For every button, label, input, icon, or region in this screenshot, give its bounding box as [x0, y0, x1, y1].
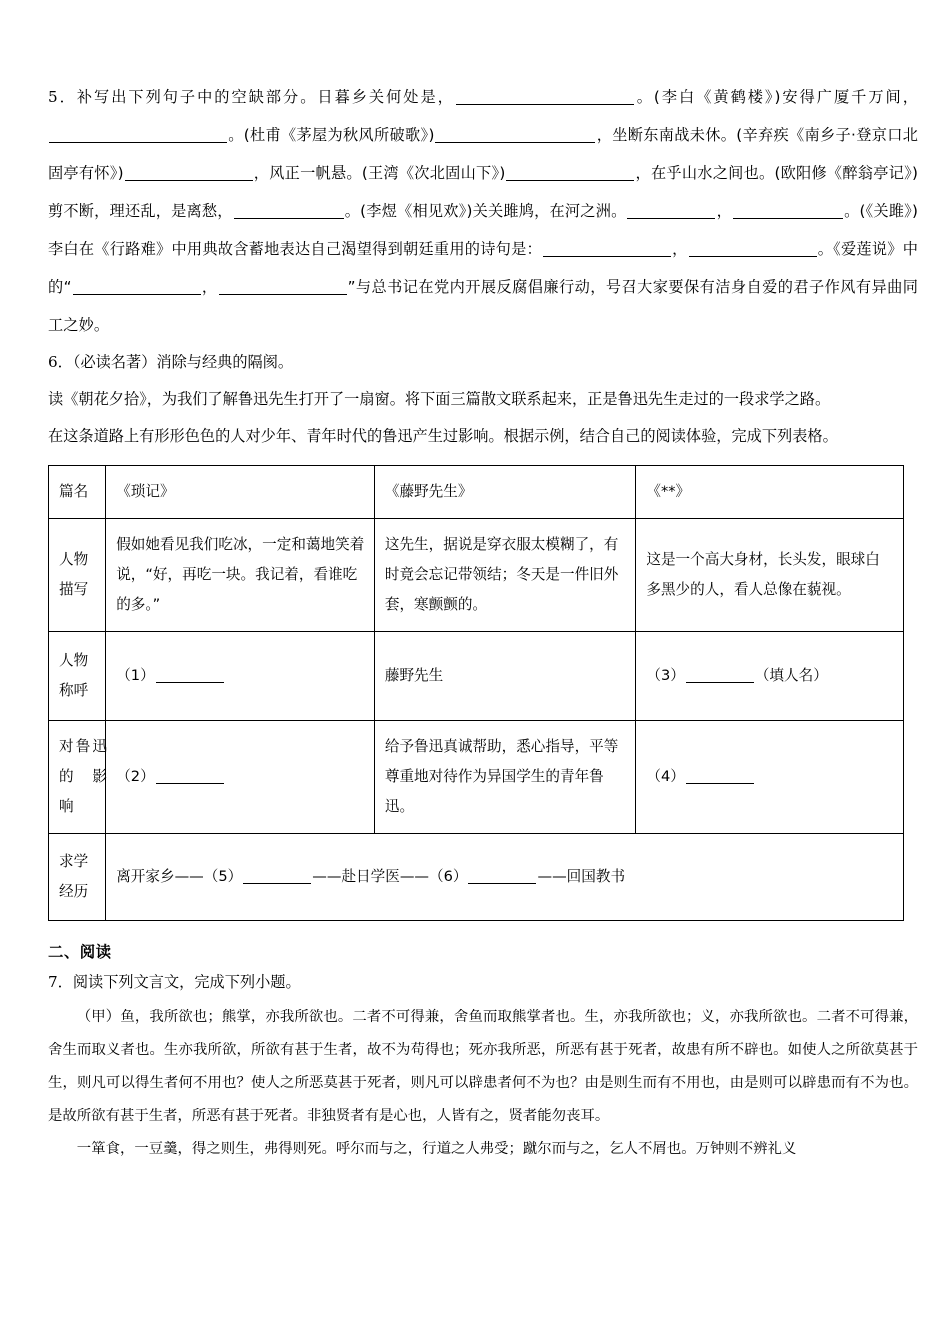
question-6-number: 6． [48, 353, 73, 371]
fill-blank-answer-6[interactable] [468, 870, 536, 884]
row-label-influence [49, 721, 106, 834]
table-row-appellation [49, 632, 904, 721]
fill-blank-answer-1[interactable] [156, 669, 224, 683]
cell-description-c: 这是一个高大身材，长头发，眼球白多黑少的人，看人总像在藐视。 [636, 519, 904, 632]
question-7-title: 阅读下列文言文，完成下列小题。 [72, 973, 301, 991]
cell-appellation-c [636, 632, 904, 721]
question-6-intro-line-2: 在这条道路上有形形色色的人对少年、青年时代的鲁迅产生过影响。根据示例，结合自己的阅读体验，完成下列表格。 [48, 427, 838, 445]
table-header-col-c: 《**》 [636, 466, 904, 519]
reading-analysis-table [48, 465, 904, 921]
fill-blank-3[interactable] [435, 129, 595, 143]
passage-paragraph-2: 一箪食，一豆羹，得之则生，弗得则死。呼尔而与之，行道之人弗受；蹴尔而与之，乞人不屑也。万钟则不辨礼义 [76, 1141, 797, 1157]
table-header-label: 篇名 [49, 466, 106, 519]
fill-blank-4[interactable] [125, 167, 253, 181]
cell-appellation-a [106, 632, 375, 721]
answer-number-4: （4） [646, 768, 685, 785]
fill-blank-8[interactable] [733, 205, 843, 219]
cell-appellation-b: 藤野先生 [374, 632, 636, 721]
question-5-text-3: 。(杜甫《茅屋为秋风所破歌》) [228, 126, 435, 144]
table-header-col-b: 《藤野先生》 [374, 466, 636, 519]
cell-description-a: 假如她看见我们吃冰，一定和蔼地笑着说，“好，再吃一块。我记着，看谁吃的多。” [106, 519, 375, 632]
question-5-text-12: ， [201, 278, 218, 296]
passage-paragraph-1: （甲）鱼，我所欲也；熊掌，亦我所欲也。二者不可得兼，舍鱼而取熊掌者也。生，亦我所欲也；义，亦我所欲也。二者不可得兼，舍生而取义者也。生亦我所欲，所欲有甚于生者，故不为苟得也；死亦我所恶，所恶有甚于死者，故患有所不辟也。如使人之所欲莫甚于生，则凡可以得生者何不用也？使人之所恶莫甚于死者，则凡可以辟患者何不为也？由是则生而有不用也，由是则可以辟患而有不为也。是故所欲有甚于生者，所恶有甚于死者。非独贤者有是心也，人皆有之，贤者能勿丧耳。 [48, 1009, 918, 1124]
question-5-number: 5． [48, 88, 77, 106]
question-5-text-1: 补写出下列句子中的空缺部分。日暮乡关何处是， [76, 88, 455, 106]
fill-blank-7[interactable] [627, 205, 715, 219]
cell-experience-merged [106, 834, 904, 921]
question-5-text-5: ，风正一帆悬。(王湾《次北固山下》) [253, 164, 506, 182]
table-row-header [49, 466, 904, 519]
fill-blank-9[interactable] [543, 243, 671, 257]
question-5-text-2: 。(李白《黄鹤楼》)安得广厦千万间， [634, 88, 918, 106]
cell-influence-c [636, 721, 904, 834]
question-5-text-8: ， [716, 202, 732, 220]
row-label-influence-l3: 响 [59, 798, 74, 815]
experience-text-1: 离开家乡——（5） [116, 868, 243, 885]
row-label-experience: 求学经历 [49, 834, 106, 921]
answer-number-2: （2） [116, 768, 155, 785]
classical-passage [48, 1001, 918, 1166]
table-row-influence [49, 721, 904, 834]
answer-number-3: （3） [646, 667, 685, 684]
table-row-experience [49, 834, 904, 921]
fill-blank-12[interactable] [219, 281, 347, 295]
question-5-text-10: ， [671, 240, 688, 258]
fill-blank-2[interactable] [49, 129, 227, 143]
row-label-appellation: 人物称呼 [49, 632, 106, 721]
section-2-heading: 二、阅读 [48, 943, 112, 961]
fill-blank-10[interactable] [689, 243, 817, 257]
question-5-text-9: 。(《关雎》)李白在《行路难》中用典故含蓄地表达自己渴望得到朝廷重用的诗句是： [48, 202, 918, 258]
experience-text-3: ——回国教书 [537, 868, 626, 885]
question-5-text-13: ”与总书记在党内开展反腐倡廉行动，号召大家要保有洁身自爱的君子作风有异曲同工之妙。 [48, 278, 918, 334]
table-row-description [49, 519, 904, 632]
fill-blank-answer-4[interactable] [686, 770, 754, 784]
question-7-title-line [48, 967, 918, 997]
cell-influence-b: 给予鲁迅真诚帮助，悉心指导，平等尊重地对待作为异国学生的青年鲁迅。 [374, 721, 636, 834]
table-header-col-a: 《琐记》 [106, 466, 375, 519]
cell-influence-a [106, 721, 375, 834]
fill-blank-6[interactable] [234, 205, 344, 219]
answer-number-1: （1） [116, 667, 155, 684]
fill-blank-11[interactable] [73, 281, 201, 295]
question-5-text-6: ，在乎山水之间也。(欧阳修《醉翁亭记》)剪不断，理还乱，是离愁， [48, 164, 918, 220]
question-5-text-7: 。(李煜《相见欢》)关关雎鸠，在河之洲。 [344, 202, 627, 220]
experience-text-2: ——赴日学医——（6） [312, 868, 468, 885]
cell-description-b: 这先生，据说是穿衣服太模糊了，有时竟会忘记带领结；冬天是一件旧外套，寒颤颤的。 [374, 519, 636, 632]
question-5-text-4: ，坐断东南战未休。(辛弃疾《南乡子·登京口北固亭有怀》) [48, 126, 918, 182]
question-6-title: （必读名著）消除与经典的隔阂。 [72, 353, 294, 371]
answer-hint-3: （填人名） [754, 667, 828, 684]
row-label-influence-l1: 对鲁迅 [59, 738, 107, 755]
fill-blank-answer-2[interactable] [156, 770, 224, 784]
row-label-description: 人物描写 [49, 519, 106, 632]
row-label-influence-l2: 的影 [59, 768, 107, 785]
question-5-text-11: 。《爱莲说》中的“ [48, 240, 918, 296]
question-6-title-line [48, 344, 918, 381]
fill-blank-answer-3[interactable] [686, 669, 754, 683]
question-7-number: 7． [48, 973, 73, 991]
fill-blank-5[interactable] [506, 167, 634, 181]
fill-blank-1[interactable] [456, 91, 634, 105]
fill-blank-answer-5[interactable] [243, 870, 311, 884]
question-5 [48, 78, 918, 344]
question-6-intro-line-1: 读《朝花夕拾》，为我们了解鲁迅先生打开了一扇窗。将下面三篇散文联系起来，正是鲁迅先生走过的一段求学之路。 [48, 390, 831, 408]
